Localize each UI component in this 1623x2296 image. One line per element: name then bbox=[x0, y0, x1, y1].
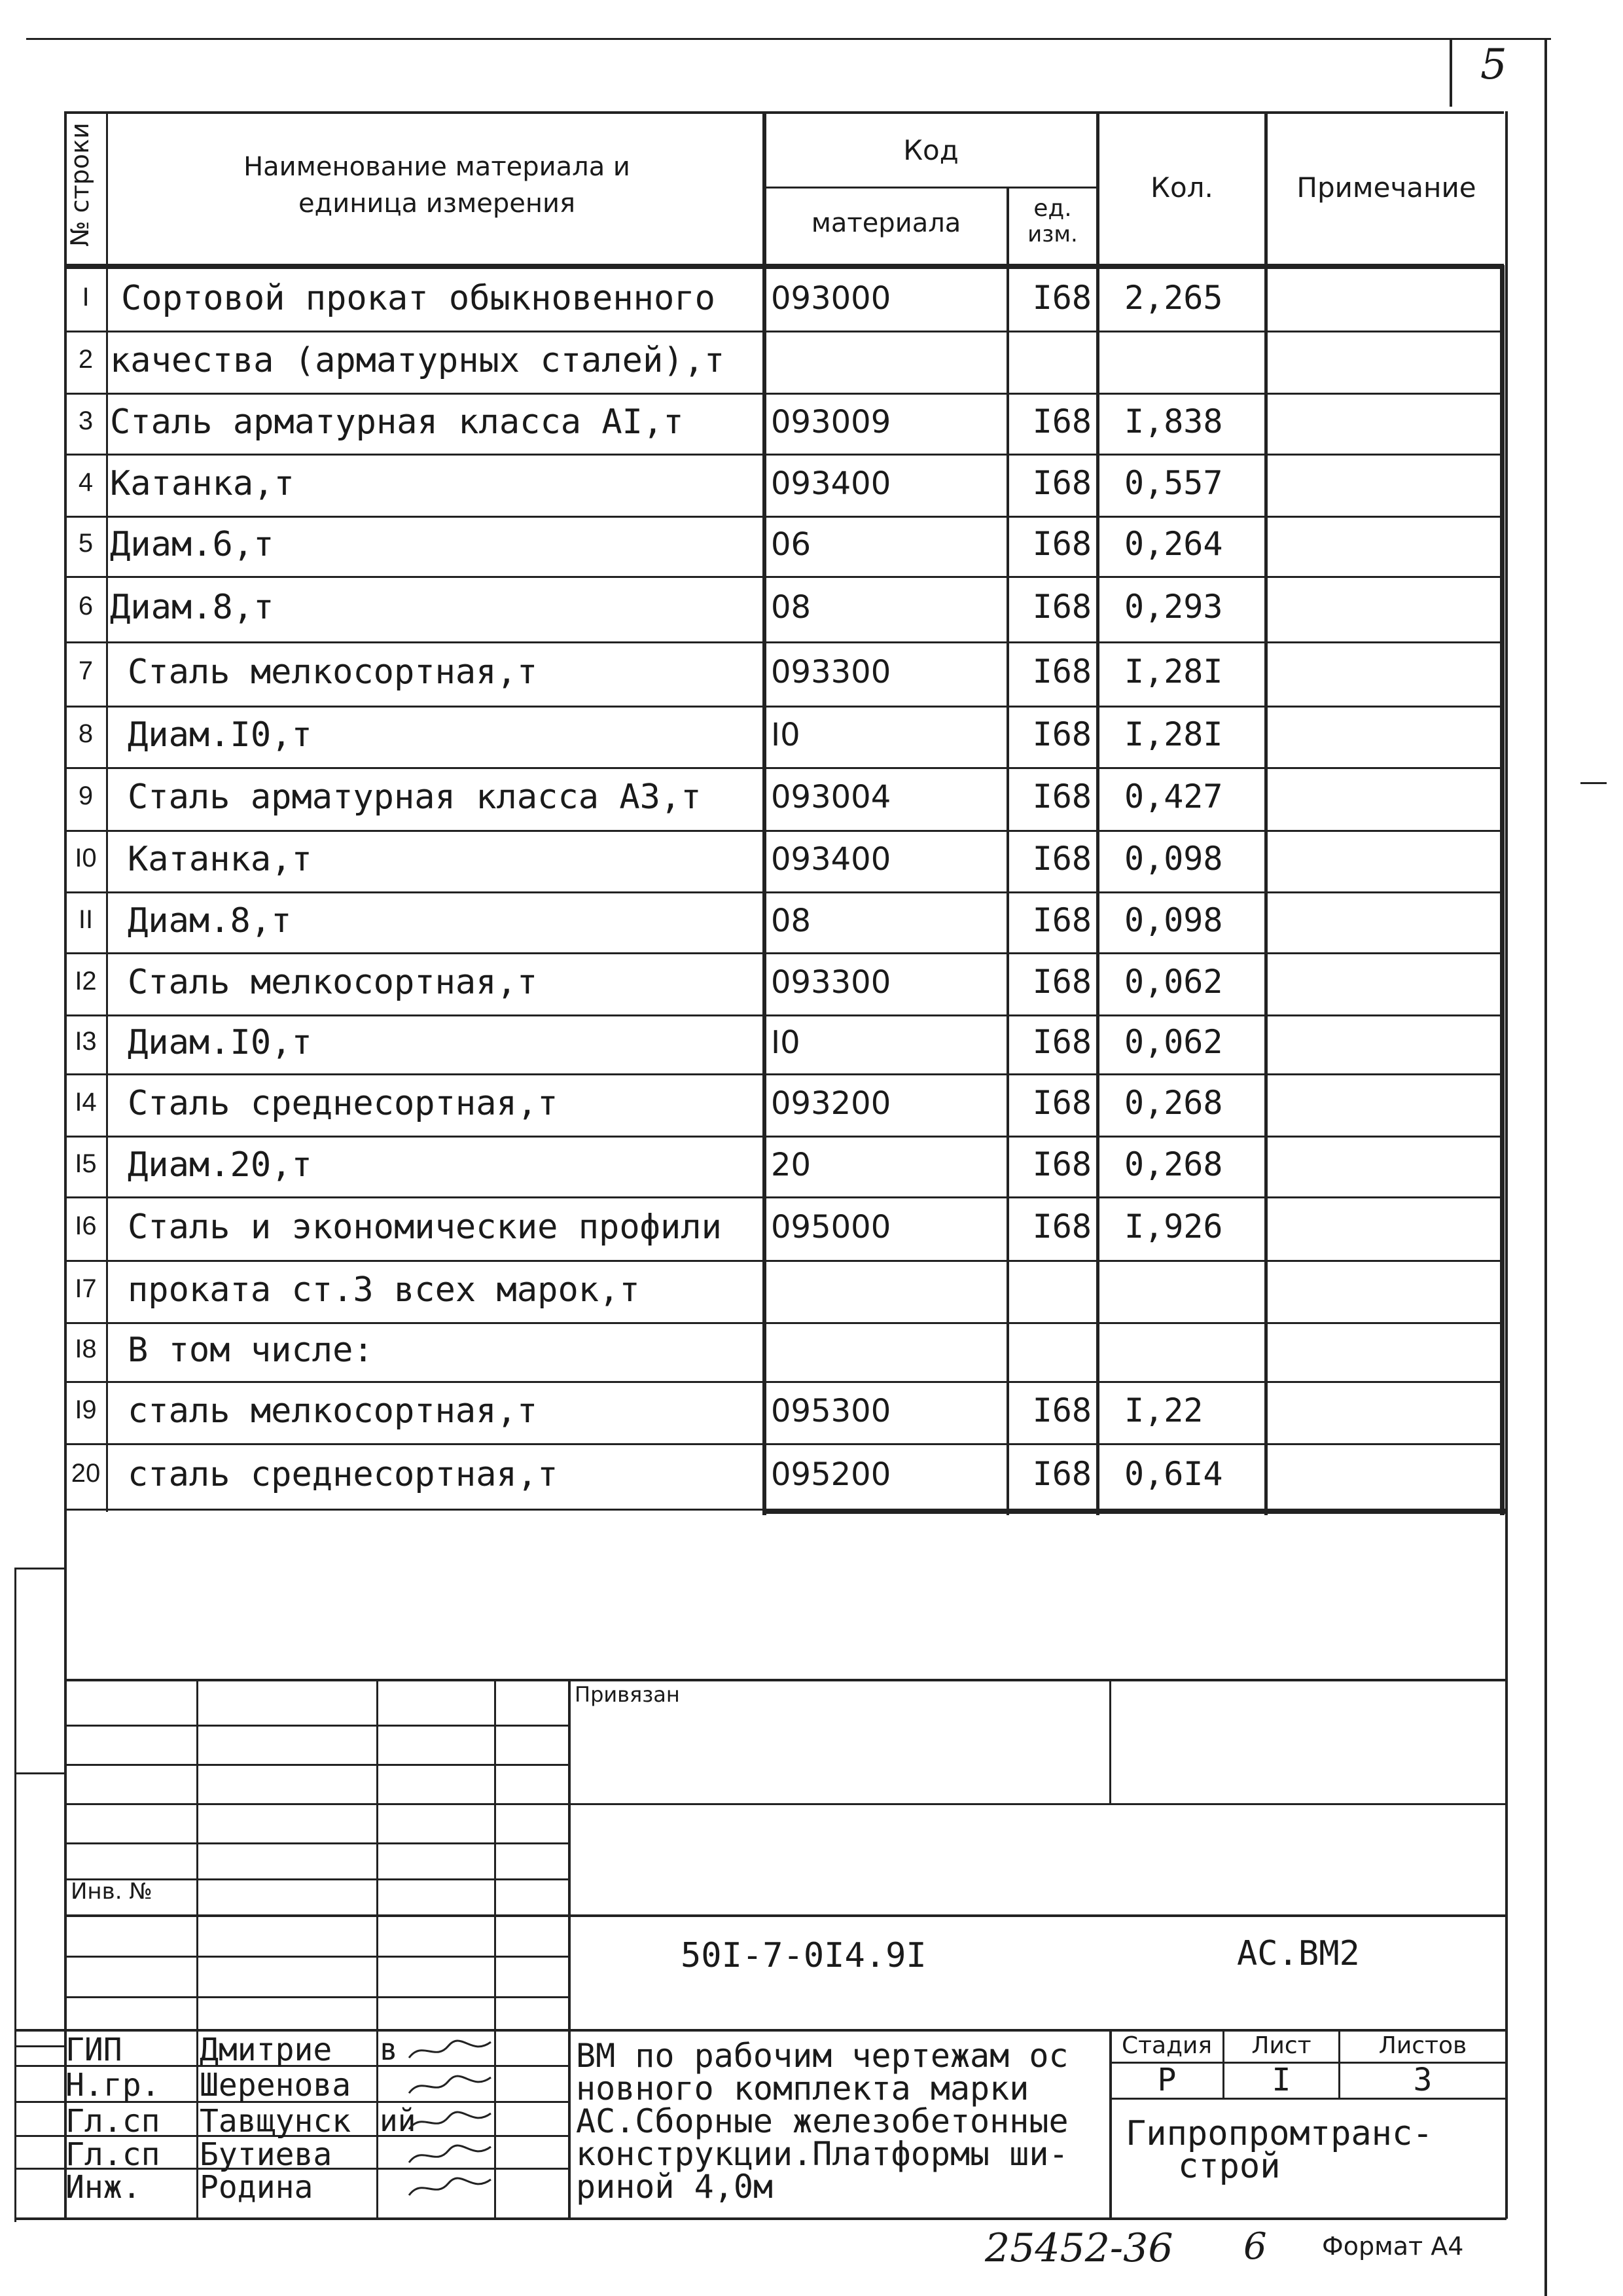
stamp-top-line bbox=[64, 1679, 1507, 1681]
material-name: Диам.I0,т bbox=[128, 1023, 312, 1062]
header-material: материала bbox=[811, 208, 961, 238]
table-row bbox=[0, 1136, 1505, 1196]
sheets-value: 3 bbox=[1413, 2062, 1433, 2098]
material-name: сталь мелкосортная,т bbox=[128, 1391, 538, 1431]
table-row bbox=[0, 516, 1505, 576]
table-row bbox=[0, 952, 1505, 1014]
unit-code: I68 bbox=[1032, 464, 1092, 502]
row-number: 7 bbox=[78, 656, 94, 685]
signer-name: Дмитрие bbox=[200, 2032, 332, 2068]
material-name: Сталь мелкосортная,т bbox=[128, 963, 538, 1002]
quantity: I,838 bbox=[1124, 403, 1223, 440]
material-code: 093000 bbox=[771, 280, 891, 317]
quantity: 0,6I4 bbox=[1124, 1455, 1223, 1493]
header-row-no: № строки bbox=[65, 122, 94, 247]
quantity: 0,062 bbox=[1124, 1023, 1223, 1061]
unit-code: I68 bbox=[1032, 963, 1092, 1001]
table-row bbox=[0, 1381, 1505, 1443]
material-code: I0 bbox=[771, 717, 800, 753]
signer-role: Гл.сп bbox=[65, 2103, 160, 2140]
title-line: АС.Сборные железобетонные bbox=[576, 2102, 1069, 2140]
handwritten-signature-icon bbox=[406, 2142, 497, 2168]
material-code: 08 bbox=[771, 589, 812, 626]
header-qty: Кол. bbox=[1150, 171, 1213, 204]
unit-code: I68 bbox=[1032, 840, 1092, 878]
material-code: 093200 bbox=[771, 1085, 891, 1122]
table-row bbox=[0, 1260, 1505, 1322]
stage-label: Стадия bbox=[1121, 2032, 1213, 2059]
doc-code: 50I-7-0I4.9I bbox=[681, 1936, 927, 1975]
material-name: Катанка,т bbox=[128, 840, 312, 879]
row-number: II bbox=[78, 905, 94, 934]
quantity: 0,268 bbox=[1124, 1084, 1223, 1122]
material-name: Диам.8,т bbox=[128, 901, 292, 941]
row-number: 6 bbox=[78, 592, 94, 620]
organization-line2: строй bbox=[1178, 2147, 1281, 2186]
stamp-left-row-3 bbox=[64, 1803, 569, 1805]
material-code: 093300 bbox=[771, 654, 891, 691]
row-number: I6 bbox=[75, 1211, 97, 1240]
handwritten-signature-icon bbox=[406, 2108, 497, 2134]
page-number-box-divider bbox=[1450, 38, 1452, 107]
quantity: 0,427 bbox=[1124, 778, 1223, 816]
quantity: 0,264 bbox=[1124, 525, 1223, 563]
table-row bbox=[0, 830, 1505, 891]
material-code: 093400 bbox=[771, 841, 891, 878]
row-number: I9 bbox=[75, 1395, 97, 1424]
quantity: 0,098 bbox=[1124, 901, 1223, 939]
stamp-left-row-4 bbox=[64, 1842, 569, 1844]
unit-code: I68 bbox=[1032, 1391, 1092, 1429]
material-name: Диам.I0,т bbox=[128, 715, 312, 755]
signer-name: Бутиева bbox=[200, 2136, 332, 2173]
unit-code: I68 bbox=[1032, 778, 1092, 816]
material-name: В том числе: bbox=[128, 1331, 374, 1370]
quantity: I,22 bbox=[1124, 1391, 1204, 1429]
row-number: I bbox=[82, 283, 90, 312]
table-row bbox=[0, 1014, 1505, 1073]
material-name: Сталь арматурная класса AI,т bbox=[110, 403, 684, 442]
quantity: 0,098 bbox=[1124, 840, 1223, 878]
signer-role: Гл.сп bbox=[65, 2136, 160, 2173]
material-name: сталь среднесортная,т bbox=[128, 1455, 558, 1494]
handwritten-signature-icon bbox=[406, 2072, 497, 2098]
row-number: 8 bbox=[78, 719, 94, 748]
right-frame-line bbox=[1544, 38, 1547, 2296]
material-name: Диам.8,т bbox=[110, 588, 274, 627]
copy-number: 6 bbox=[1243, 2225, 1267, 2268]
table-row bbox=[0, 1196, 1505, 1260]
row-number: I7 bbox=[75, 1274, 97, 1303]
material-code: 095300 bbox=[771, 1393, 891, 1429]
material-name: Сталь арматурная класса A3,т bbox=[128, 778, 702, 817]
material-code: 093004 bbox=[771, 779, 891, 816]
side-strip-left bbox=[14, 1568, 16, 2222]
unit-code: I68 bbox=[1032, 279, 1092, 317]
signer-role: ГИП bbox=[65, 2032, 122, 2068]
quantity: 0,293 bbox=[1124, 588, 1223, 626]
handwritten-number: 25452-36 bbox=[985, 2225, 1173, 2271]
header-unit-line2: изм. bbox=[1027, 221, 1078, 247]
row-number: I0 bbox=[75, 844, 97, 872]
material-name: качества (арматурных сталей),т bbox=[110, 341, 725, 380]
row-number: I8 bbox=[75, 1335, 97, 1363]
material-name: Диам.20,т bbox=[128, 1145, 312, 1185]
material-name: проката ст.3 всех марок,т bbox=[128, 1270, 640, 1310]
title-line: конструкции.Платформы ши- bbox=[576, 2135, 1069, 2173]
stamp-privyazan-bottom bbox=[569, 1803, 1505, 1805]
side-strip-top bbox=[14, 1568, 65, 1570]
table-row bbox=[0, 706, 1505, 767]
row-separator bbox=[64, 1509, 764, 1511]
unit-code: I68 bbox=[1032, 1455, 1092, 1493]
quantity: I,926 bbox=[1124, 1208, 1223, 1246]
quantity: I,28I bbox=[1124, 715, 1223, 753]
unit-code: I68 bbox=[1032, 1084, 1092, 1122]
material-code: 095000 bbox=[771, 1209, 891, 1246]
material-code: 20 bbox=[771, 1147, 812, 1183]
unit-code: I68 bbox=[1032, 588, 1092, 626]
stamp-left-row-7 bbox=[64, 1996, 569, 1998]
signer-signature: в bbox=[380, 2032, 398, 2067]
table-row bbox=[0, 1073, 1505, 1136]
table-row bbox=[0, 268, 1505, 331]
page-number: 5 bbox=[1480, 41, 1507, 89]
title-line: ВМ по рабочим чертежам ос bbox=[576, 2037, 1069, 2075]
table-row bbox=[0, 331, 1505, 393]
quantity: 0,557 bbox=[1124, 464, 1223, 502]
stamp-mid-line bbox=[64, 1914, 1507, 1917]
stamp-col3-line bbox=[494, 1679, 496, 2219]
stage-value: Р bbox=[1157, 2062, 1177, 2098]
organization-line1: Гипропромтранс- bbox=[1126, 2114, 1433, 2153]
quantity: I,28I bbox=[1124, 653, 1223, 691]
side-strip-mid bbox=[14, 1772, 65, 1774]
table-row bbox=[0, 767, 1505, 830]
material-name: Сталь и экономические профили bbox=[128, 1208, 722, 1247]
table-row bbox=[0, 1322, 1505, 1381]
unit-code: I68 bbox=[1032, 1208, 1092, 1246]
signer-role: Н.гр. bbox=[65, 2067, 160, 2104]
handwritten-signature-icon bbox=[406, 2037, 497, 2063]
table-row bbox=[0, 1443, 1505, 1509]
table-top-line bbox=[64, 111, 1504, 114]
signer-signature: ий bbox=[380, 2103, 416, 2138]
privyazan-label: Привязан bbox=[575, 1682, 680, 1707]
row-number: 2 bbox=[78, 345, 94, 374]
row-number: 4 bbox=[78, 468, 94, 497]
format-label: Формат А4 bbox=[1322, 2232, 1464, 2261]
unit-code: I68 bbox=[1032, 715, 1092, 753]
header-name-line1: Наименование материала и bbox=[243, 152, 630, 182]
unit-code: I68 bbox=[1032, 1023, 1092, 1061]
stamp-privyazan-right bbox=[1109, 1679, 1111, 1803]
stamp-left-row-1 bbox=[64, 1725, 569, 1727]
signer-name: Шеренова bbox=[200, 2067, 351, 2104]
top-border-line bbox=[26, 38, 1551, 40]
row-number: I3 bbox=[75, 1027, 97, 1056]
header-name-line2: единица измерения bbox=[298, 188, 576, 219]
material-name: Катанка,т bbox=[110, 464, 294, 503]
unit-code: I68 bbox=[1032, 653, 1092, 691]
unit-code: I68 bbox=[1032, 1145, 1092, 1183]
table-row bbox=[0, 641, 1505, 706]
table-right-line bbox=[1505, 111, 1508, 2219]
stamp-left-row-6 bbox=[64, 1956, 569, 1958]
unit-code: I68 bbox=[1032, 525, 1092, 563]
table-row bbox=[0, 576, 1505, 641]
material-name: Сортовой прокат обыкновенного bbox=[121, 279, 715, 318]
sheet-label: Лист bbox=[1251, 2032, 1311, 2059]
material-name: Сталь среднесортная,т bbox=[128, 1084, 558, 1123]
unit-code: I68 bbox=[1032, 403, 1092, 440]
row-number: I4 bbox=[75, 1088, 97, 1117]
right-margin-dash bbox=[1580, 782, 1607, 784]
material-code: 095200 bbox=[771, 1456, 891, 1493]
header-note: Примечание bbox=[1296, 171, 1476, 204]
material-code: 08 bbox=[771, 903, 812, 939]
row-number: I5 bbox=[75, 1149, 97, 1178]
stamp-left-row-2 bbox=[64, 1764, 569, 1766]
material-code: 093009 bbox=[771, 404, 891, 440]
sheets-label: Листов bbox=[1378, 2032, 1467, 2059]
table-row bbox=[0, 393, 1505, 454]
stamp-col1-line bbox=[196, 1679, 198, 2219]
material-name: Диам.6,т bbox=[110, 525, 274, 564]
signer-role: Инж. bbox=[65, 2169, 141, 2206]
material-name: Сталь мелкосортная,т bbox=[128, 653, 538, 692]
table-row bbox=[0, 891, 1505, 952]
row-number: 9 bbox=[78, 781, 94, 810]
material-code: 093300 bbox=[771, 964, 891, 1001]
title-line: риной 4,0м bbox=[576, 2168, 774, 2206]
quantity: 2,265 bbox=[1124, 279, 1223, 317]
material-code: I0 bbox=[771, 1024, 800, 1061]
handwritten-signature-icon bbox=[406, 2174, 497, 2200]
side-strip-bottom bbox=[14, 2045, 65, 2047]
quantity: 0,268 bbox=[1124, 1145, 1223, 1183]
signer-name: Тавщунск bbox=[200, 2103, 351, 2140]
row-number: 20 bbox=[71, 1459, 101, 1488]
inv-no-label: Инв. № bbox=[71, 1878, 152, 1905]
row-number: 5 bbox=[78, 529, 94, 558]
header-code: Код bbox=[903, 134, 959, 166]
row-number: 3 bbox=[78, 406, 94, 435]
stamp-bottom-line bbox=[14, 2217, 1507, 2220]
sheet-value: I bbox=[1272, 2062, 1291, 2098]
unit-code: I68 bbox=[1032, 901, 1092, 939]
doc-mark: АС.ВМ2 bbox=[1237, 1934, 1360, 1973]
quantity: 0,062 bbox=[1124, 963, 1223, 1001]
stamp-col2-line bbox=[376, 1679, 378, 2219]
material-code: 093400 bbox=[771, 465, 891, 502]
table-body-bottom-line bbox=[762, 1509, 1505, 1514]
title-line: новного комплекта марки bbox=[576, 2070, 1029, 2108]
row-number: I2 bbox=[75, 967, 97, 996]
table-row bbox=[0, 454, 1505, 516]
stamp-col4-line bbox=[568, 1679, 571, 2219]
header-unit-line1: ед. bbox=[1033, 195, 1072, 222]
code-subheader-line bbox=[762, 187, 1096, 188]
signer-name: Родина bbox=[200, 2169, 313, 2206]
material-code: 06 bbox=[771, 526, 812, 563]
